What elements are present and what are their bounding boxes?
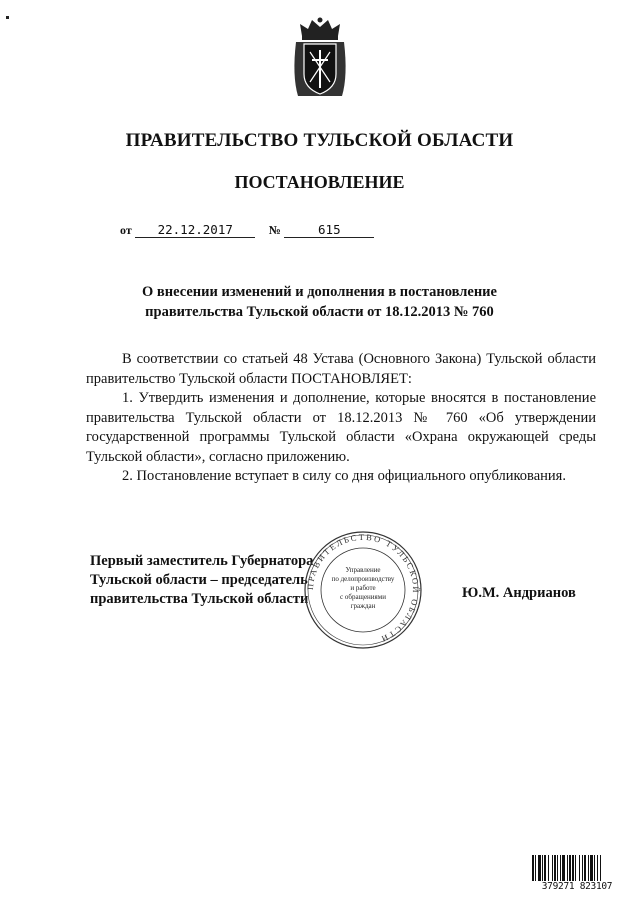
barcode-bar (575, 855, 576, 881)
barcode-bar (597, 855, 598, 881)
signatory-name: Ю.М. Андрианов (462, 585, 576, 601)
seal-outer-text: ПРАВИТЕЛЬСТВО ТУЛЬСКОЙ ОБЛАСТИ (304, 531, 422, 645)
barcode-bar (535, 855, 536, 881)
barcode-bar (552, 855, 553, 881)
barcode-bar (579, 855, 580, 881)
barcode-bar (600, 855, 601, 881)
document-number: 615 (284, 222, 374, 238)
signatory-line: Первый заместитель Губернатора (90, 553, 314, 569)
barcode-bar (582, 855, 583, 881)
barcode-bar (542, 855, 543, 881)
seal-inner-line: по делопроизводству (331, 575, 395, 583)
subject-heading (0, 282, 639, 322)
barcode-number: 379271 823107 (531, 881, 623, 892)
barcode-bar (560, 855, 561, 881)
barcode-bar (538, 855, 541, 881)
barcode-bar (584, 855, 586, 881)
from-label: от (120, 223, 132, 237)
body-paragraph: 2. Постановление вступает в силу со дня официального опубликования. (122, 468, 566, 484)
date-number-line (120, 222, 374, 239)
signatory-line: Тульской области – председатель (90, 572, 308, 588)
body-paragraph: 1. Утвердить изменения и дополнение, которые вносятся в постановление правительства Тульской области от 18.12.2013 № 760 «Об утверждении государственной программы Тульской области «Охрана окружающей среды Тульской области», согласно приложению. (86, 390, 596, 465)
document-body (86, 350, 596, 487)
barcode-bar (548, 855, 549, 881)
signatory-position (90, 552, 313, 609)
seal-inner-line: граждан (350, 602, 376, 610)
seal-inner-line: Управление (345, 566, 381, 574)
barcode-bar (590, 855, 593, 881)
seal-inner-line: с обращениями (340, 593, 386, 601)
document-type: ПОСТАНОВЛЕНИЕ (234, 172, 405, 192)
barcode-bar (569, 855, 571, 881)
barcode-bar (567, 855, 568, 881)
barcode-bar (532, 855, 534, 881)
organization-title: ПРАВИТЕЛЬСТВО ТУЛЬСКОЙ ОБЛАСТИ (125, 130, 514, 151)
barcode-bar (557, 855, 558, 881)
barcode-bar (562, 855, 565, 881)
barcode-bar (594, 855, 595, 881)
coat-of-arms-icon (288, 16, 352, 102)
number-label: № (268, 223, 281, 237)
official-seal (303, 530, 423, 650)
barcode-bar (588, 855, 589, 881)
signatory-line: правительства Тульской области (90, 591, 309, 607)
barcode-bar (554, 855, 556, 881)
subject-line: О внесении изменений и дополнения в постановление (142, 284, 497, 300)
barcode-bar (544, 855, 546, 881)
body-paragraph: В соответствии со статьей 48 Устава (Основного Закона) Тульской области правительство Тульской области ПОСТАНОВЛЯЕТ: (86, 351, 596, 387)
seal-inner-line: и работе (350, 584, 376, 592)
document-date: 22.12.2017 (135, 222, 255, 238)
scan-dot (6, 16, 9, 19)
barcode-bar (572, 855, 574, 881)
subject-line: правительства Тульской области от 18.12.2013 № 760 (145, 304, 494, 320)
